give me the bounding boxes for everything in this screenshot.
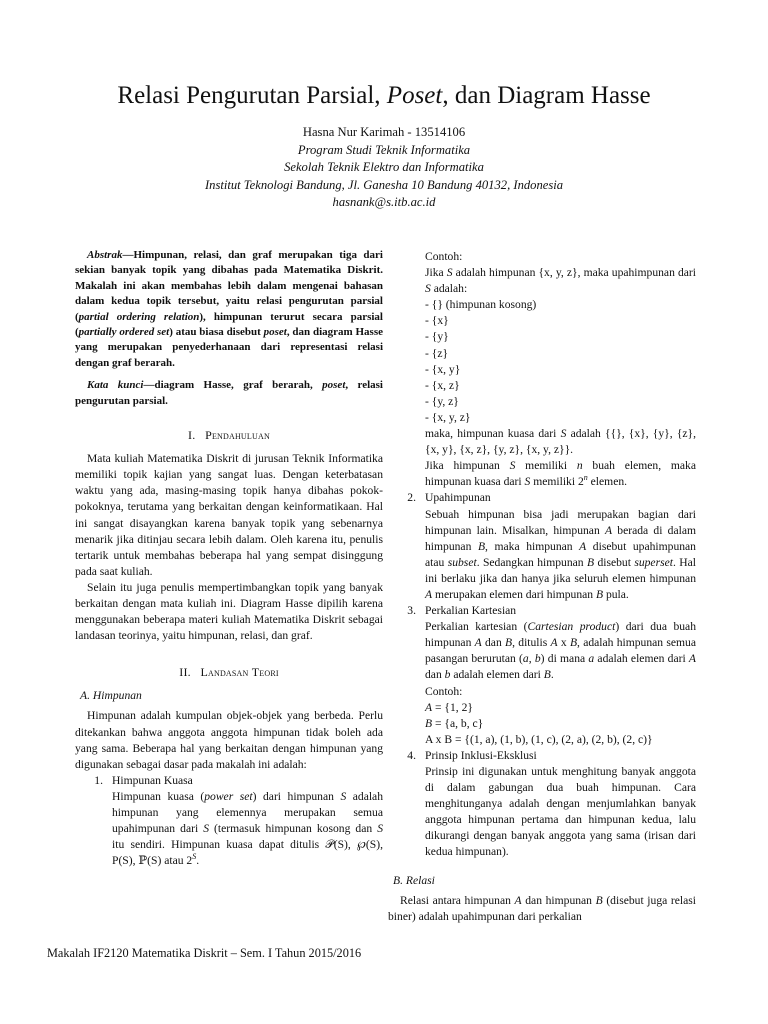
list-item-body: Prinsip ini digunakan untuk menghitung banyak anggota di dalam gabungan dua buah himpunan. Cara menghitunganya adalah dengan menjumlahkan banyak anggota himpunan pertama dan himpunan kedua, lalu dikurangi dengan banyak anggota yang sama (irisan dari kedua himpunan). <box>425 765 696 859</box>
section-heading-landasan-teori: II. Landasan Teori <box>179 665 279 680</box>
abstract: Abstrak—Himpunan, relasi, dan graf merupakan tiga dari sekian banyak topik yang dibahas pada Matematika Diskrit. Makalah ini akan membahas lebih dalam mengenai bahasan dalam kedua topik tersebut, yaitu relasi pengurutan parsial (partial ordering relation), himpunan terurut secara parsial (partially ordered set) atau biasa disebut poset, dan diagram Hasse yang merupakan penyederhanaan dari representasi relasi dengan graf berarah. <box>75 249 383 369</box>
affiliation-line: Institut Teknologi Bandung, Jl. Ganesha 10 Bandung 40132, Indonesia <box>204 177 564 192</box>
keywords: Kata kunci—diagram Hasse, graf berarah, poset, relasi pengurutan parsial. <box>75 379 383 407</box>
affiliation-line: Program Studi Teknik Informatika <box>297 142 471 157</box>
subsection-heading-himpunan: A. Himpunan <box>80 689 142 703</box>
left-column <box>75 248 383 869</box>
author-name: Hasna Nur Karimah - 13514106 <box>302 125 466 139</box>
example-label: Contoh: <box>425 684 463 698</box>
page-footer: Makalah IF2120 Matematika Diskrit – Sem. I Tahun 2015/2016 <box>47 946 362 960</box>
list-item-body: Sebuah himpunan bisa jadi merupakan bagian dari himpunan lain. Misalkan, himpunan A berada di dalam himpunan B, maka himpunan A disebut upahimpunan atau subset. Sedangkan himpunan B disebut superset. Hal ini berlaku jika dan hanya jika seluruh elemen himpunan A merupakan elemen dari himpunan B pula. <box>425 507 696 601</box>
example-cartesian: A x B = {(1, a), (1, b), (1, c), (2, a), (2, b), (2, c)} <box>425 732 653 746</box>
example-set-a: A = {1, 2} <box>425 700 473 714</box>
powerset-text: maka, himpunan kuasa dari S adalah {{}, {x}, {y}, {z}, {x, y}, {x, z}, {y, z}, {x, y, z}}. <box>425 427 697 457</box>
example-text: Jika S adalah himpunan {x, y, z}, maka upahimpunan dari S adalah: <box>425 266 696 296</box>
paragraph: Relasi antara himpunan A dan himpunan B (disebut juga relasi biner) adalah upahimpunan dari perkalian <box>388 893 696 923</box>
paper-title: Relasi Pengurutan Parsial, Poset, dan Diagram Hasse <box>117 82 651 109</box>
subset-line: - {x, z} <box>425 378 460 392</box>
paragraph: Selain itu juga penulis mempertimbangkan topik yang banyak berkaitan dengan mata kuliah ini. Diagram Hasse dipilih karena menggunakan beberapa materi kuliah Matematika Diskrit sebagai landasan teorinya, yaitu himpunan, relasi, dan graf. <box>75 580 383 643</box>
list-item-body: Perkalian kartesian (Cartesian product) dari dua buah himpunan A dan B, ditulis A x B, adalah himpunan semua pasangan berurutan (a, b) di mana a adalah elemen dari A dan b adalah elemen dari B. <box>425 620 697 682</box>
example-label: Contoh: <box>425 250 463 263</box>
list-item-title: 3. Perkalian Kartesian <box>407 604 517 618</box>
list-item-title: 4. Prinsip Inklusi-Eksklusi <box>407 748 537 762</box>
powerset-count-text: Jika himpunan S memiliki n buah elemen, maka himpunan kuasa dari S memiliki 2$^n$ elemen. <box>425 459 696 489</box>
list-item-title: 1. Himpunan Kuasa <box>94 773 193 787</box>
author-block <box>0 124 768 212</box>
author-email: hasnank@s.itb.ac.id <box>332 195 436 209</box>
subset-line: - {y, z} <box>425 394 459 408</box>
list-item-title: 2. Upahimpunan <box>407 491 491 505</box>
section-heading-pendahuluan: I. Pendahuluan <box>188 428 270 443</box>
paragraph: Mata kuliah Matematika Diskrit di jurusan Teknik Informatika memiliki topik kajian yang sangat luas. Dengan keterbatasan waktu yang ada, masing-masing topik hanya dibahas pokok-pokoknya, terutama yang berkaitan dengan keinformatikaan. Hal ini sangat disayangkan karena banyak topik yang sebenarnya menarik jika ditinjau secara lebih dalam. Oleh karena itu, penulis tertarik untuk membahas beberapa hal yang sempat disinggung pada saat kuliah. <box>75 452 383 578</box>
subset-line: - {x, y} <box>425 362 461 376</box>
paragraph: Himpunan adalah kumpulan objek-objek yang berbeda. Perlu ditekankan bahwa anggota anggota himpunan tidak boleh ada yang sama. Beberapa hal yang berkaitan dengan himpunan yang digunakan sebagai dasar pada makalah ini adalah: <box>75 709 383 771</box>
example-set-b: B = {a, b, c} <box>425 716 484 730</box>
subset-line: - {z} <box>425 346 449 360</box>
list-item-body: Himpunan kuasa (power set) dari himpunan S adalah himpunan yang elemennya merupakan semua upahimpunan dari S (termasuk himpunan kosong dan S itu sendiri. Himpunan kuasa dapat ditulis 𝒫(S), ℘(S), P(S), ℙ(S) atau $2^S$. <box>112 789 384 868</box>
subsection-heading-relasi: B. Relasi <box>393 873 435 887</box>
subset-line: - {y} <box>425 330 449 344</box>
subset-line: - {x} <box>425 314 449 328</box>
subset-line: - {} (himpunan kosong) <box>425 298 537 312</box>
subset-line: - {x, y, z} <box>425 410 471 424</box>
right-column <box>388 249 696 925</box>
affiliation-line: Sekolah Teknik Elektro dan Informatika <box>284 160 484 174</box>
